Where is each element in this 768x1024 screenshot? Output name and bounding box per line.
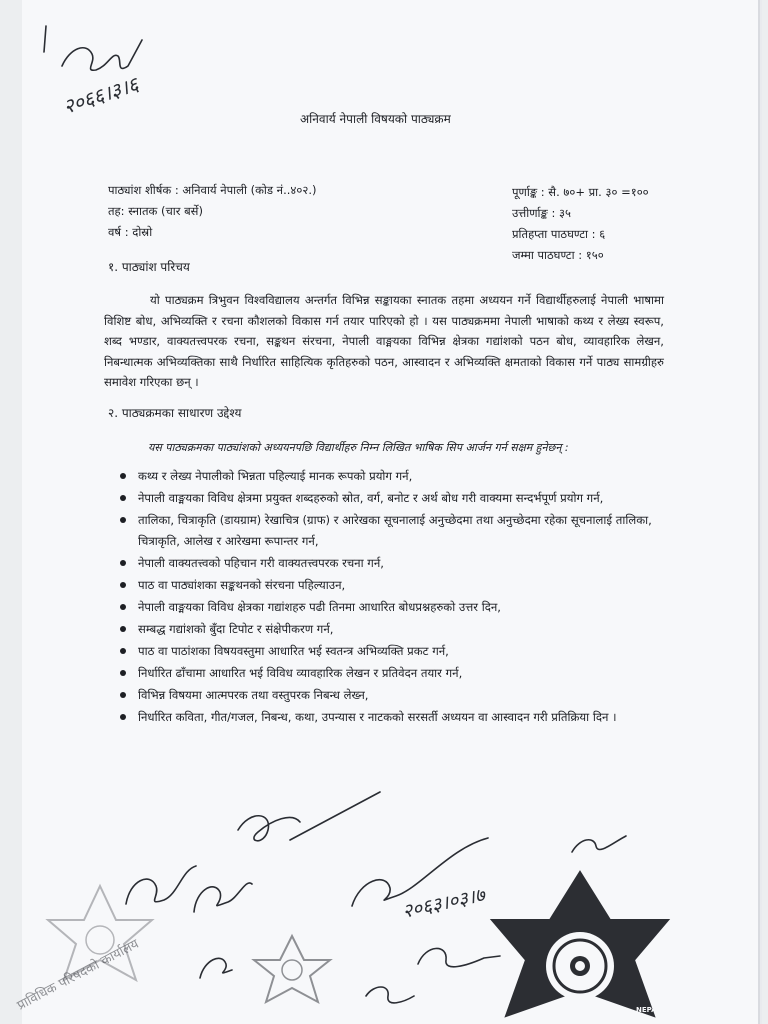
objective-text: विभिन्न विषयमा आत्मपरक तथा वस्तुपरक निबन्ध लेख्न, bbox=[138, 687, 369, 702]
meta-weekly-hours: प्रतिहप्ता पाठघण्टा : ६ bbox=[512, 227, 606, 241]
meta-level: तह: स्नातक (चार बर्से) bbox=[108, 204, 203, 218]
course-meta-left bbox=[108, 180, 316, 243]
signature-6 bbox=[418, 948, 500, 966]
bullet-icon bbox=[120, 626, 126, 632]
list-item bbox=[120, 707, 680, 728]
list-item bbox=[120, 685, 680, 706]
objective-text: सम्बद्ध गद्यांशको बुँदा टिपोट र संक्षेपीकरण गर्न, bbox=[138, 621, 334, 636]
section-2-lead: यस पाठ्यक्रमका पाठ्यांशको अध्ययनपछि विद्यार्थीहरु निम्न लिखित भाषिक सिप आर्जन गर्न सक्षम हुनेछन् : bbox=[148, 441, 569, 454]
signature-1 bbox=[238, 816, 300, 841]
section-1-paragraph: यो पाठ्यक्रम त्रिभुवन विश्वविद्यालय अन्तर्गत विभिन्न सङ्कायका स्नातक तहमा अध्ययन गर्ने विद्यार्थीहरुलाई नेपाली भाषामा विशिष्ट बोध, अभिव्यक्ति र रचना कौशलको विकास गर्न तयार पारिएको हो । यस पाठ्यक्रममा नेपाली भाषाको कथ्य र लेख्य स्वरूप, शब्द भण्डार, वाक्यतत्त्वपरक रचना, सङ्कथन संरचना, नेपाली वाङ्मयका विभिन्न क्षेत्रका गद्यांशको पठन बोध, व्यावहारिक लेखन, निबन्धात्मक अभिव्यक्तिका साथै निर्धारित साहित्यिक कृतिहरुको पठन, आस्वादन र अभिव्यक्ति क्षमताको विकास गर्ने पाठ्य सामग्रीहरु समावेश गरिएका छन् । bbox=[104, 293, 664, 389]
bullet-icon bbox=[120, 692, 126, 698]
section-1-heading: १. पाठ्यांश परिचय bbox=[108, 260, 190, 274]
signature-8 bbox=[366, 987, 414, 1003]
objective-text: नेपाली वाक्यतत्त्वको पहिचान गरी वाक्यतत्त्वपरक रचना गर्न, bbox=[138, 555, 384, 570]
signature-line bbox=[290, 792, 380, 840]
objective-text: निर्धारित ढाँचामा आधारित भई विविध व्यावहारिक लेखन र प्रतिवेदन तयार गर्न, bbox=[138, 665, 463, 680]
signature-3 bbox=[194, 883, 252, 912]
bullet-icon bbox=[120, 495, 126, 501]
objective-text: पाठ वा पाठांशका विषयवस्तुमा आधारित भई स्वतन्त्र अभिव्यक्ति प्रकट गर्न, bbox=[138, 643, 449, 658]
page-title: अनिवार्य नेपाली विषयको पाठ्यक्रम bbox=[300, 112, 451, 126]
objective-text: नेपाली वाङ्मयका विविध क्षेत्रका गद्यांशहरु पढी तिनमा आधारित बोधप्रश्नहरुको उत्तर दिन, bbox=[138, 599, 501, 614]
bullet-icon bbox=[120, 604, 126, 610]
list-item bbox=[120, 466, 680, 487]
meta-full-marks: पूर्णाङ्क : सै. ७०+ प्रा. ३० =१०० bbox=[512, 185, 649, 199]
right-stamp bbox=[492, 872, 668, 1016]
left-stamp-text: प्राविधिक परिषदको कार्यालय bbox=[14, 936, 142, 1014]
list-item bbox=[120, 663, 680, 684]
right-stamp-text-1: KATHMANDU bbox=[548, 1006, 599, 1014]
right-stamp-text-2: NEPAL bbox=[636, 1006, 662, 1014]
meta-pass-marks: उत्तीर्णाङ्क : ३५ bbox=[512, 206, 571, 220]
bullet-icon bbox=[120, 648, 126, 654]
list-item bbox=[120, 597, 680, 618]
top-left-mark bbox=[44, 26, 46, 52]
signature-4 bbox=[200, 958, 232, 978]
objective-text: कथ्य र लेख्य नेपालीको भिन्नता पहिल्याई मानक रूपको प्रयोग गर्न, bbox=[138, 469, 413, 483]
meta-year: वर्ष : दोस्रो bbox=[108, 225, 153, 239]
list-item bbox=[120, 575, 680, 596]
bullet-icon bbox=[120, 582, 126, 588]
bullet-icon bbox=[120, 560, 126, 566]
bullet-icon bbox=[120, 517, 126, 523]
objective-text: तालिका, चित्राकृति (डायग्राम) रेखाचित्र (ग्राफ) र आरेखका सूचनालाई अनुच्छेदमा तथा अनुच्छेदमा रहेका सूचनालाई तालिका, चित्राकृति, आलेख र आरेखमा रूपान्तर गर्न, bbox=[138, 513, 652, 548]
bullet-icon bbox=[120, 714, 126, 720]
bottom-handwritten-date: २०६३।०३।७ bbox=[400, 883, 487, 923]
list-item bbox=[120, 553, 680, 574]
objective-text: निर्धारित कविता, गीत/गजल, निबन्ध, कथा, उपन्यास र नाटकको सरसर्ती अध्ययन वा आस्वादन गरी प्रतिक्रिया दिन । bbox=[138, 709, 617, 724]
top-left-signature bbox=[62, 40, 142, 70]
list-item bbox=[120, 641, 680, 662]
signature-2 bbox=[126, 866, 196, 904]
section-2-heading: २. पाठ्यक्रमका साधारण उद्देश्य bbox=[108, 406, 242, 420]
list-item bbox=[120, 488, 680, 509]
objective-text: नेपाली वाङ्मयका विविध क्षेत्रमा प्रयुक्त शब्दहरुको स्रोत, वर्ग, बनोट र अर्थ बोध गरी वाक्यमा सन्दर्भपूर्ण प्रयोग गर्न, bbox=[138, 491, 604, 505]
meta-course-title: पाठ्यांश शीर्षक : अनिवार्य नेपाली (कोड नं..४०२.) bbox=[108, 183, 317, 197]
bullet-icon bbox=[120, 473, 126, 479]
meta-total-hours: जम्मा पाठघण्टा : १५० bbox=[512, 248, 604, 262]
top-handwritten-date: २०६६।३।६ bbox=[60, 71, 142, 119]
course-meta-right bbox=[512, 182, 649, 266]
bullet-icon bbox=[120, 670, 126, 676]
list-item bbox=[120, 510, 680, 551]
list-item bbox=[120, 619, 680, 640]
middle-stamp bbox=[254, 936, 330, 1002]
objective-text: पाठ वा पाठ्यांशका सङ्कथनको संरचना पहिल्याउन, bbox=[138, 577, 346, 592]
objectives-list bbox=[120, 466, 680, 729]
signature-7 bbox=[572, 836, 626, 852]
